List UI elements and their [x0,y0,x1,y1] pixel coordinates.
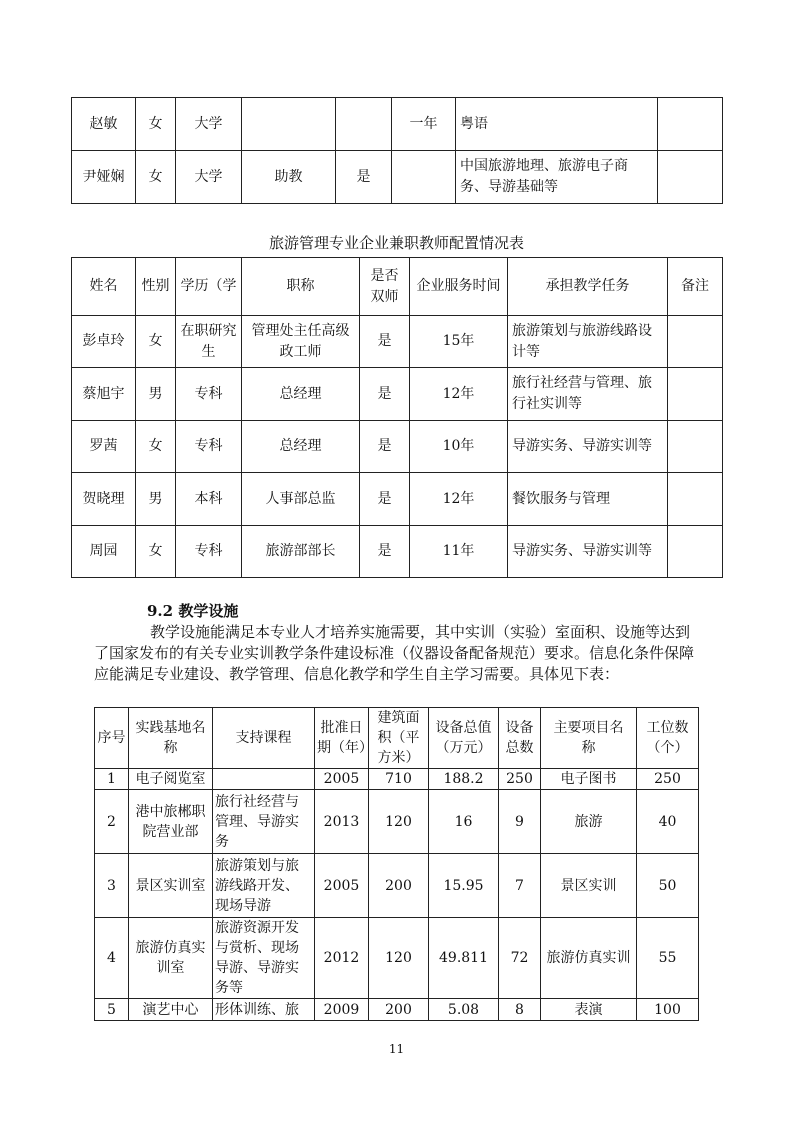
table-cell: 管理处主任高级政工师 [242,316,360,368]
teacher-table-continued [71,97,723,204]
table-cell: 港中旅郴职院营业部 [129,790,213,854]
table-cell: 2005 [315,854,369,918]
table-cell: 旅游资源开发与赏析、现场导游、导游实务等 [213,918,315,999]
header-cell: 设备总值（万元） [429,708,499,769]
table-cell: 5.08 [429,999,499,1021]
table-cell: 餐饮服务与管理 [508,473,668,526]
table-cell: 旅游 [541,790,637,854]
table-cell [668,368,723,421]
table-cell: 是 [360,368,410,421]
table-cell: 女 [136,151,176,204]
table-cell: 是 [336,151,392,204]
table-header-row [72,258,723,316]
table-cell: 2013 [315,790,369,854]
table-cell: 女 [136,98,176,151]
table-cell: 总经理 [242,421,360,473]
section-heading: 9.2 教学设施 [147,602,239,620]
parttime-teacher-table [71,257,723,578]
header-cell: 备注 [668,258,723,316]
facilities-table [94,707,699,1021]
table-row [95,854,699,918]
table-cell [392,151,456,204]
table-cell: 是 [360,473,410,526]
table-cell: 120 [369,918,429,999]
table-cell: 250 [637,769,699,790]
table-cell: 电子图书 [541,769,637,790]
header-cell: 批准日期（年） [315,708,369,769]
table-cell: 49.811 [429,918,499,999]
table-cell: 50 [637,854,699,918]
table-cell: 12年 [410,368,508,421]
table-cell: 导游实务、导游实训等 [508,526,668,578]
table-cell: 景区实训 [541,854,637,918]
table-cell: 旅行社经营与管理、旅行社实训等 [508,368,668,421]
section-paragraph [94,622,704,685]
table-cell: 7 [499,854,541,918]
table-cell: 周园 [72,526,136,578]
table-cell: 72 [499,918,541,999]
header-cell: 职称 [242,258,360,316]
table-cell: 11年 [410,526,508,578]
table-cell: 中国旅游地理、旅游电子商务、导游基础等 [456,151,658,204]
table-row [72,421,723,473]
table-cell: 景区实训室 [129,854,213,918]
table-cell: 4 [95,918,129,999]
header-cell: 支持课程 [213,708,315,769]
table-row [72,151,723,204]
table-cell: 12年 [410,473,508,526]
table-cell: 200 [369,999,429,1021]
table-cell: 尹娅娴 [72,151,136,204]
table-cell: 形体训练、旅 [213,999,315,1021]
table-cell: 55 [637,918,699,999]
table-cell [668,316,723,368]
table-cell: 男 [136,368,176,421]
table-cell: 专科 [176,421,242,473]
table-cell: 导游实务、导游实训等 [508,421,668,473]
table-cell: 赵敏 [72,98,136,151]
table-row [72,98,723,151]
table-cell: 16 [429,790,499,854]
table-cell: 188.2 [429,769,499,790]
table-cell: 710 [369,769,429,790]
header-cell: 工位数（个） [637,708,699,769]
table-row [95,790,699,854]
table-cell: 旅游仿真实训 [541,918,637,999]
table-cell: 在职研究生 [176,316,242,368]
table-cell: 旅行社经营与管理、导游实务 [213,790,315,854]
table-cell: 200 [369,854,429,918]
table-row [72,316,723,368]
header-cell: 序号 [95,708,129,769]
table-cell: 演艺中心 [129,999,213,1021]
header-cell: 实践基地名 称 [129,708,213,769]
page-number: 11 [388,1042,405,1056]
paragraph-text: 教学设施能满足本专业人才培养实施需要，其中实训（实验）室面积、设施等达到了国家发布的有关专业实训教学条件建设标准（仪器设备配备规范）要求。信息化条件保障应能满足专业建设、教学管理、信息化教学和学生自主学习需要。具体见下表： [94,623,695,683]
table-cell: 3 [95,854,129,918]
table-cell: 彭卓玲 [72,316,136,368]
table-cell: 15.95 [429,854,499,918]
header-cell: 建筑面积（平方米） [369,708,429,769]
header-cell: 主要项目名 称 [541,708,637,769]
table-cell [668,473,723,526]
table-cell: 40 [637,790,699,854]
table-cell: 女 [136,526,176,578]
table-row [95,999,699,1021]
table-cell: 旅游部部长 [242,526,360,578]
table-cell [242,98,336,151]
table-row [95,918,699,999]
table-row [72,368,723,421]
table-cell: 人事部总监 [242,473,360,526]
table-cell: 总经理 [242,368,360,421]
table-cell: 1 [95,769,129,790]
table-cell: 旅游仿真实训室 [129,918,213,999]
table-cell: 9 [499,790,541,854]
table-cell [213,769,315,790]
table-cell: 250 [499,769,541,790]
table-cell: 表演 [541,999,637,1021]
table-cell [336,98,392,151]
table-cell: 2009 [315,999,369,1021]
table-cell: 罗茜 [72,421,136,473]
table-cell: 是 [360,421,410,473]
header-cell: 是否双师 [360,258,410,316]
table-cell [658,151,723,204]
table-cell: 本科 [176,473,242,526]
table-cell: 助教 [242,151,336,204]
table-cell: 女 [136,421,176,473]
table-cell: 是 [360,526,410,578]
table-cell [668,526,723,578]
table-cell: 10年 [410,421,508,473]
table-cell: 是 [360,316,410,368]
header-cell: 姓名 [72,258,136,316]
table-cell: 大学 [176,151,242,204]
header-cell: 企业服务时间 [410,258,508,316]
table-cell: 男 [136,473,176,526]
table-cell: 5 [95,999,129,1021]
table-row [72,526,723,578]
table-cell: 2 [95,790,129,854]
header-cell: 承担教学任务 [508,258,668,316]
table-row [95,769,699,790]
table-cell: 女 [136,316,176,368]
table-cell: 专科 [176,368,242,421]
table-row [72,473,723,526]
table-cell: 电子阅览室 [129,769,213,790]
table-header-row [95,708,699,769]
table-cell: 100 [637,999,699,1021]
table-cell: 蔡旭宇 [72,368,136,421]
table-cell: 一年 [392,98,456,151]
table-cell: 旅游策划与旅游线路设计等 [508,316,668,368]
table-cell: 旅游策划与旅游线路开发、现场导游 [213,854,315,918]
parttime-table-title: 旅游管理专业企业兼职教师配置情况表 [268,234,524,252]
table-cell: 15年 [410,316,508,368]
header-cell: 性别 [136,258,176,316]
header-cell: 学历（学 [176,258,242,316]
table-cell: 2005 [315,769,369,790]
table-cell: 粤语 [456,98,658,151]
table-cell: 8 [499,999,541,1021]
table-cell: 120 [369,790,429,854]
table-cell: 贺晓理 [72,473,136,526]
table-cell [668,421,723,473]
table-cell [658,98,723,151]
table-cell: 2012 [315,918,369,999]
table-cell: 大学 [176,98,242,151]
header-cell: 设备总数 [499,708,541,769]
table-cell: 专科 [176,526,242,578]
